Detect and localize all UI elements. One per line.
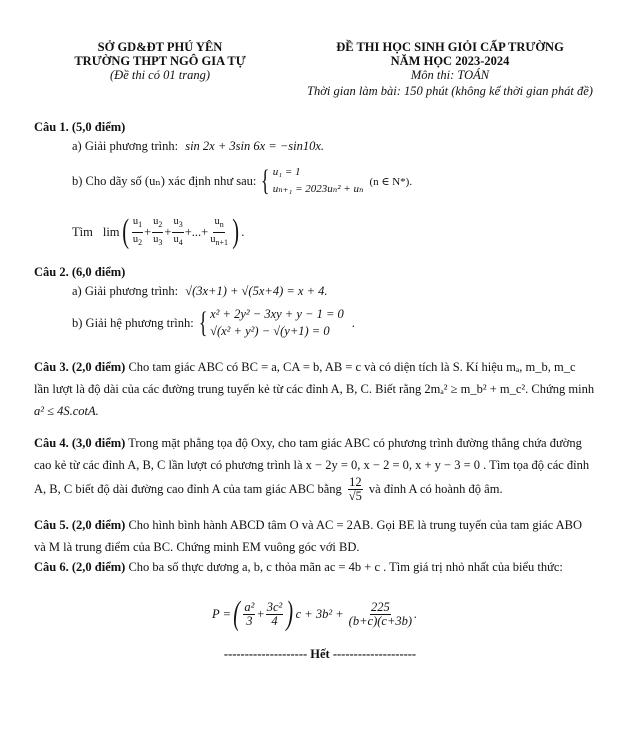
q4-frac-den: √5 <box>348 488 362 503</box>
q4-text2: cao kẻ từ các đỉnh A, B, C lần lượt có phương trình là x − 2y = 0, x − 2 = 0, x + y − 3 = 0 . Tìm tọa độ các đỉnh <box>34 458 590 472</box>
q5-text2: và M là trung điểm của BC. Chứng minh EM vuông góc với BD. <box>34 540 360 554</box>
q2-title: Câu 2. (6,0 điểm) <box>34 265 126 279</box>
q4-title: Câu 4. (3,0 điểm) <box>34 436 126 450</box>
q6 <box>34 556 609 578</box>
q4-line3 <box>34 472 503 506</box>
q1-lim-word: lim <box>102 224 120 239</box>
q4-text3b: và đỉnh A có hoành độ âm. <box>368 481 503 496</box>
q2b-label: b) Giải hệ phương trình: <box>72 315 194 330</box>
q6-expression: P = ( $\frac{\text{a²}}{3}$ + $\frac{\text{3c²}}{4}$ ) c + 3b² + $\frac{225}{(b+c)(c+3b)}$ . <box>212 595 418 632</box>
q6-den1: 3 <box>246 613 253 628</box>
q2a-equation: √(3x+1) + √(5x+4) = x + 4. <box>185 284 328 298</box>
end-marker: -------------------- Hết -------------------- <box>223 647 417 661</box>
q1b-sys-line2: uₙ₊₁ = 2023uₙ² + uₙ <box>272 183 364 195</box>
q6-den3: (b+c)(c+3b) <box>348 613 413 628</box>
q5-title: Câu 5. (2,0 điểm) <box>34 518 126 532</box>
q4-text3a: A, B, C biết độ dài đường cao đỉnh A của tam giác ABC bằng <box>34 481 342 496</box>
q6-p-mid: c + 3b² + <box>295 606 344 621</box>
q2a <box>72 284 328 299</box>
exam-title: ĐỀ THI HỌC SINH GIỎI CẤP TRƯỜNG <box>336 40 564 54</box>
time-limit: Thời gian làm bài: 150 phút (không kể thời gian phát đề) <box>307 84 593 98</box>
q1-lim-label: Tìm <box>72 224 93 239</box>
q1b-label: b) Cho dãy số (uₙ) xác định như sau: <box>72 174 257 188</box>
q1a <box>72 139 324 154</box>
q3-title: Câu 3. (2,0 điểm) <box>34 360 126 374</box>
q6-text1: Cho ba số thực dương a, b, c thỏa mãn ac = 4b + c . Tìm giá trị nhỏ nhất của biểu thức: <box>128 560 563 574</box>
q6-den2: 4 <box>271 613 278 628</box>
q5-text1: Cho hình bình hành ABCD tâm O và AC = 2AB. Gọi BE là trung tuyến của tam giác ABO <box>128 518 582 532</box>
q6-p-label: P = <box>212 606 231 621</box>
q1-title: Câu 1. (5,0 điểm) <box>34 120 126 134</box>
q1a-label: a) Giải phương trình: <box>72 139 179 153</box>
q1b-sys-line1: u₁ = 1 <box>272 166 301 178</box>
q1b-condition: (n ∈ N*). <box>369 175 413 188</box>
q2a-label: a) Giải phương trình: <box>72 284 179 298</box>
q4 <box>34 432 609 476</box>
q3-text3: a² ≤ 4S.cotA. <box>34 404 99 418</box>
q6-num3: 225 <box>370 599 390 614</box>
q1b-limit: Tìm lim ( $\frac{u_1}{u_2}$ + $\frac{u_2}{u_3}$ + $\frac{u_3}{u_4}$ +...+ $\frac{u_n}{u_{n+1}}$ ) . <box>72 213 245 250</box>
q6-num2: 3c² <box>266 599 283 614</box>
q6-title: Câu 6. (2,0 điểm) <box>34 560 126 574</box>
q6-num1: a² <box>244 599 255 614</box>
school-name: TRƯỜNG THPT NGÔ GIA TỰ <box>74 54 246 68</box>
page-count-note: (Đề thi có 01 trang) <box>110 68 210 82</box>
q3-text1: Cho tam giác ABC có BC = a, CA = b, AB = c và có diện tích là S. Kí hiệu mₐ, m_b, m_c <box>128 360 576 374</box>
q3-text2: lần lượt là độ dài của các đường trung tuyến kẻ từ các đỉnh A, B, C. Biết rằng 2mₐ² ≥ m_b² + m_c². Chứng minh <box>34 382 595 396</box>
q1b: b) Cho dãy số (uₙ) xác định như sau: { u₁ = 1 uₙ₊₁ = 2023uₙ² + uₙ (n ∈ N*). <box>72 164 413 197</box>
q3 <box>34 356 609 422</box>
q1a-equation: sin 2x + 3sin 6x = −sin10x. <box>185 139 325 153</box>
q4-text1: Trong mặt phẳng tọa độ Oxy, cho tam giác ABC có phương trình đường thẳng chứa đường <box>128 436 582 450</box>
q2b-sys-line1: x² + 2y² − 3xy + y − 1 = 0 <box>210 307 344 321</box>
q4-frac-num: 12 <box>349 474 362 489</box>
q2b: b) Giải hệ phương trình: { x² + 2y² − 3xy + y − 1 = 0 √(x² + y²) − √(y+1) = 0 . <box>72 306 355 339</box>
q5 <box>34 514 609 558</box>
q2b-sys-line2: √(x² + y²) − √(y+1) = 0 <box>210 324 330 338</box>
dept-name: SỞ GD&ĐT PHÚ YÊN <box>97 40 223 54</box>
school-year: NĂM HỌC 2023-2024 <box>390 54 510 68</box>
subject: Môn thi: TOÁN <box>410 68 490 82</box>
